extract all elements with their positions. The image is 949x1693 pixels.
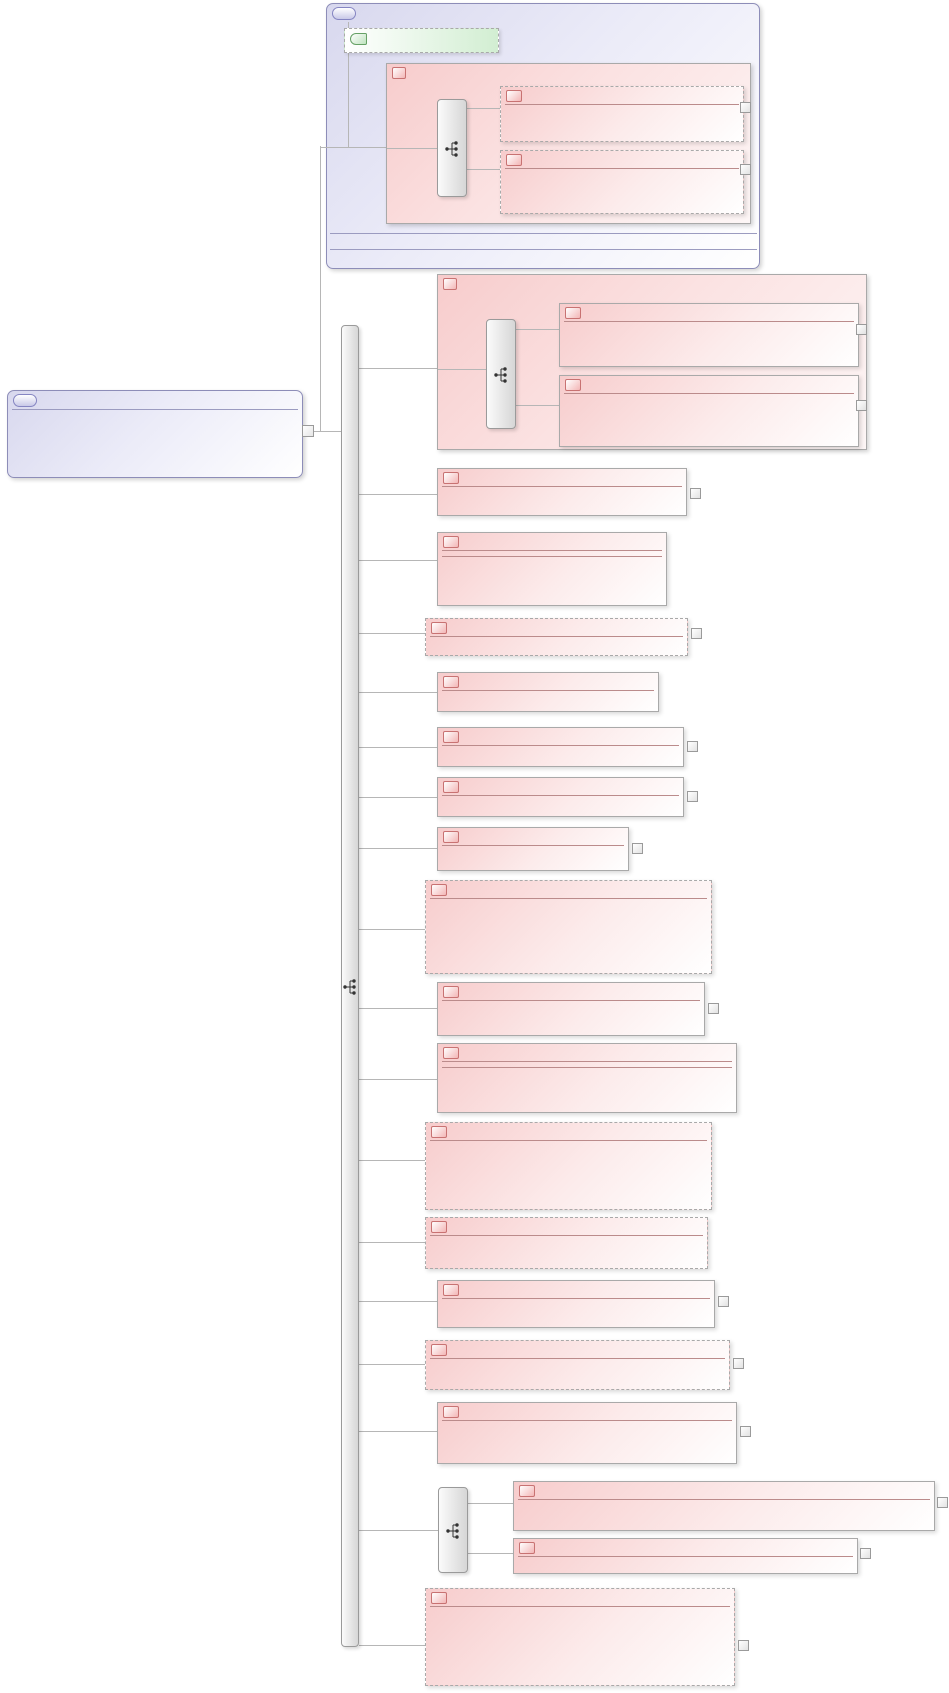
sequence-icon bbox=[445, 1522, 461, 1540]
expand-icon[interactable] bbox=[738, 1640, 749, 1651]
expand-icon[interactable] bbox=[691, 628, 702, 639]
expand-icon[interactable] bbox=[687, 791, 698, 802]
group-box-buyerseller-model[interactable] bbox=[437, 274, 867, 450]
attribute-icon bbox=[350, 33, 367, 45]
connector-line bbox=[359, 1079, 437, 1080]
element-icon bbox=[519, 1542, 535, 1554]
connector-line bbox=[359, 1242, 425, 1243]
expand-icon[interactable] bbox=[632, 843, 643, 854]
expand-icon[interactable] bbox=[740, 102, 751, 113]
connector-line bbox=[359, 494, 437, 495]
connector-line bbox=[359, 633, 425, 634]
connector-line bbox=[359, 797, 437, 798]
expand-icon[interactable] bbox=[860, 1548, 871, 1559]
element-doc bbox=[426, 1236, 707, 1243]
connector-line bbox=[359, 368, 437, 369]
connector-line bbox=[359, 1530, 438, 1531]
element-box-buyerPartyReference[interactable] bbox=[559, 303, 859, 367]
connector-line bbox=[359, 1301, 437, 1302]
connector-line bbox=[438, 369, 486, 370]
connector-line bbox=[387, 148, 437, 149]
complextype-box-product[interactable] bbox=[326, 3, 760, 269]
element-doc bbox=[438, 846, 628, 853]
group-icon bbox=[392, 67, 406, 79]
collapse-icon[interactable] bbox=[302, 425, 314, 437]
element-box-payoutFormula[interactable] bbox=[425, 1217, 708, 1269]
connector-line bbox=[359, 1160, 425, 1161]
connector-line bbox=[359, 1431, 437, 1432]
element-doc bbox=[501, 105, 743, 112]
element-box-productType[interactable] bbox=[500, 86, 744, 142]
sequence-icon bbox=[444, 140, 460, 158]
element-doc bbox=[560, 322, 858, 329]
root-type-doc bbox=[8, 410, 302, 417]
element-box-averageRateQuoteBasis[interactable] bbox=[437, 1043, 737, 1113]
element-box-spotRate[interactable] bbox=[425, 880, 712, 974]
connector-line bbox=[516, 405, 559, 406]
connector-line bbox=[314, 431, 342, 432]
connector-line bbox=[320, 146, 321, 432]
attribute-box-id[interactable] bbox=[344, 28, 499, 53]
element-doc bbox=[438, 1001, 704, 1008]
expand-icon[interactable] bbox=[708, 1003, 719, 1014]
element-icon bbox=[443, 831, 459, 843]
connector-line bbox=[359, 848, 437, 849]
connector-line bbox=[359, 1364, 425, 1365]
group-box-product-model[interactable] bbox=[386, 63, 751, 224]
connector-line bbox=[359, 560, 437, 561]
element-doc bbox=[514, 1500, 934, 1507]
sequence-compositor-bar[interactable] bbox=[486, 319, 516, 429]
element-box-fxOptionPremium[interactable] bbox=[425, 618, 688, 656]
element-box-primaryRateSource[interactable] bbox=[437, 1280, 715, 1328]
element-icon bbox=[443, 986, 459, 998]
sequence-icon bbox=[342, 978, 358, 996]
element-box-sellerPartyReference[interactable] bbox=[559, 375, 859, 447]
element-icon bbox=[443, 781, 459, 793]
element-icon bbox=[519, 1485, 535, 1497]
element-doc bbox=[438, 691, 658, 698]
element-doc bbox=[438, 796, 683, 803]
expand-icon[interactable] bbox=[856, 324, 867, 335]
element-doc bbox=[426, 637, 687, 644]
sequence-compositor-bar[interactable] bbox=[341, 325, 359, 1647]
element-box-fxStrikePrice[interactable] bbox=[437, 827, 629, 871]
sequence-compositor-bar[interactable] bbox=[437, 99, 467, 197]
element-doc bbox=[438, 1421, 736, 1428]
connector-line bbox=[468, 1553, 513, 1554]
element-doc bbox=[426, 1359, 729, 1366]
complextype-derived-icon bbox=[13, 394, 37, 407]
connector-line bbox=[359, 1645, 425, 1646]
element-icon bbox=[443, 676, 459, 688]
element-box-putCurrencyAmount[interactable] bbox=[437, 727, 684, 767]
element-box-averageRateObservationDate[interactable] bbox=[513, 1538, 858, 1574]
expand-icon[interactable] bbox=[937, 1497, 948, 1508]
element-box-secondaryRateSource[interactable] bbox=[425, 1340, 730, 1390]
element-doc bbox=[514, 1557, 857, 1564]
expand-icon[interactable] bbox=[690, 488, 701, 499]
element-icon bbox=[431, 1221, 447, 1233]
element-box-productId[interactable] bbox=[500, 150, 744, 214]
element-box-expiryDateTime[interactable] bbox=[437, 468, 687, 516]
connector-line bbox=[321, 147, 386, 148]
element-icon bbox=[506, 154, 522, 166]
connector-line bbox=[359, 692, 437, 693]
connector-line bbox=[516, 329, 559, 330]
connector-line bbox=[359, 1008, 437, 1009]
expand-icon[interactable] bbox=[733, 1358, 744, 1369]
element-icon bbox=[565, 379, 581, 391]
element-icon bbox=[443, 731, 459, 743]
element-doc bbox=[426, 1141, 711, 1148]
element-icon bbox=[431, 884, 447, 896]
expand-icon[interactable] bbox=[740, 164, 751, 175]
element-box-averageRateObservationSchedule[interactable] bbox=[513, 1481, 935, 1531]
element-icon bbox=[443, 1406, 459, 1418]
element-icon bbox=[431, 1126, 447, 1138]
element-icon bbox=[506, 90, 522, 102]
base-type-doc bbox=[328, 252, 340, 259]
connector-line bbox=[359, 929, 425, 930]
element-doc bbox=[438, 746, 683, 753]
sequence-compositor-bar[interactable] bbox=[438, 1487, 468, 1573]
connector-line bbox=[359, 747, 437, 748]
element-doc bbox=[560, 394, 858, 401]
connector-line bbox=[467, 169, 500, 170]
element-box-precision[interactable] bbox=[425, 1122, 712, 1210]
element-icon bbox=[431, 1592, 447, 1604]
element-box-callCurrencyAmount[interactable] bbox=[437, 777, 684, 817]
element-doc bbox=[426, 899, 711, 906]
element-doc bbox=[501, 169, 743, 176]
element-icon bbox=[431, 1344, 447, 1356]
connector-line bbox=[468, 1503, 513, 1504]
element-icon bbox=[443, 1284, 459, 1296]
sequence-icon bbox=[493, 366, 509, 384]
connector-line bbox=[467, 108, 500, 109]
element-doc bbox=[438, 1068, 736, 1075]
complextype-box-fxaveragerateoption[interactable] bbox=[7, 390, 303, 478]
element-icon bbox=[443, 536, 459, 548]
expand-icon[interactable] bbox=[856, 400, 867, 411]
element-box-fixingTime[interactable] bbox=[437, 1402, 737, 1464]
element-box-valueDate[interactable] bbox=[437, 672, 659, 712]
element-icon bbox=[565, 307, 581, 319]
element-box-payoutCurrency[interactable] bbox=[437, 982, 705, 1036]
expand-icon[interactable] bbox=[687, 741, 698, 752]
element-doc bbox=[438, 487, 686, 494]
element-doc bbox=[438, 557, 666, 564]
element-icon bbox=[443, 1047, 459, 1059]
element-box-observedRates[interactable] bbox=[425, 1588, 735, 1686]
complextype-icon bbox=[332, 7, 356, 20]
expand-icon[interactable] bbox=[740, 1426, 751, 1437]
element-doc bbox=[426, 1607, 734, 1614]
element-box-exerciseStyle[interactable] bbox=[437, 532, 667, 606]
expand-icon[interactable] bbox=[718, 1296, 729, 1307]
element-doc bbox=[438, 1299, 714, 1306]
group-icon bbox=[443, 278, 457, 290]
element-icon bbox=[443, 472, 459, 484]
element-icon bbox=[431, 622, 447, 634]
